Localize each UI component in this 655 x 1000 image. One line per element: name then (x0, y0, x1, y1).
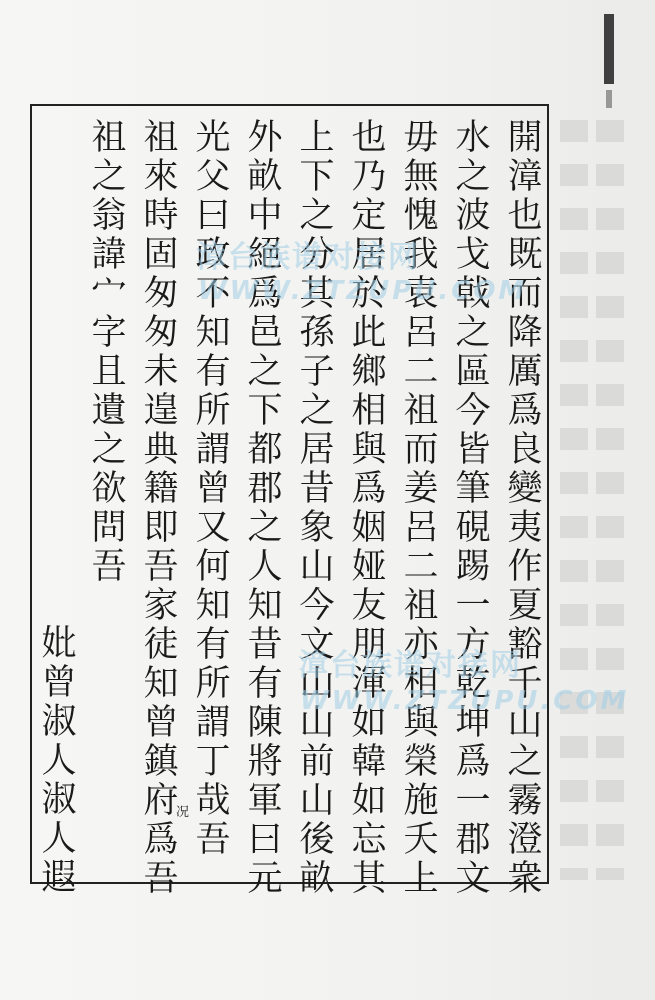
text-column-5: 上下之分其孫子之居昔象山今文山山前山後畝 (294, 118, 334, 898)
watermark-chinese-bottom: 漳台族谱对接网 (298, 648, 522, 683)
text-column-10: 妣曾淑人淑人遐 (36, 624, 76, 897)
watermark-url-bottom: WWW.ZTZUPU.COM (300, 686, 630, 716)
binding-edge-mark (604, 14, 614, 84)
bleed-through-column (596, 120, 624, 880)
text-column-4: 也乃定居於此鄉相與爲姻娅友朋渾如韓如忘其 (346, 118, 386, 898)
text-column-3: 毋無愧我袁呂二祖而姜呂二祖亦相與榮施夭上 (398, 118, 438, 898)
text-column-6: 外畝中絕爲邑之下都郡之人知昔有陳將軍曰元 (242, 118, 282, 898)
text-column-9: 祖之翁諱宀字且遺之欲問吾 (86, 118, 126, 586)
text-column-1: 開漳也既而降厲爲良變夷作夏豁千山之霧澄衆 (502, 118, 542, 898)
text-column-8: 祖來時固匆匆未遑典籍即吾家徒知曾鎮府爲吾 (138, 118, 178, 898)
text-column-7: 光父曰政不知有所謂曾又何知有所謂丁哉吾 (190, 118, 230, 859)
text-column-2: 水之波戈戟之區今皆筆硯踢一方乾坤爲一郡文 (450, 118, 490, 898)
bleed-through-column (560, 120, 588, 880)
watermark-chinese-top: 漳台族谱对接网 (196, 240, 420, 275)
watermark-url-top: WWW.ZTZUPU.COM (198, 276, 528, 306)
small-annotation-char: 况 (176, 805, 190, 820)
binding-edge-mark-small (606, 90, 612, 108)
